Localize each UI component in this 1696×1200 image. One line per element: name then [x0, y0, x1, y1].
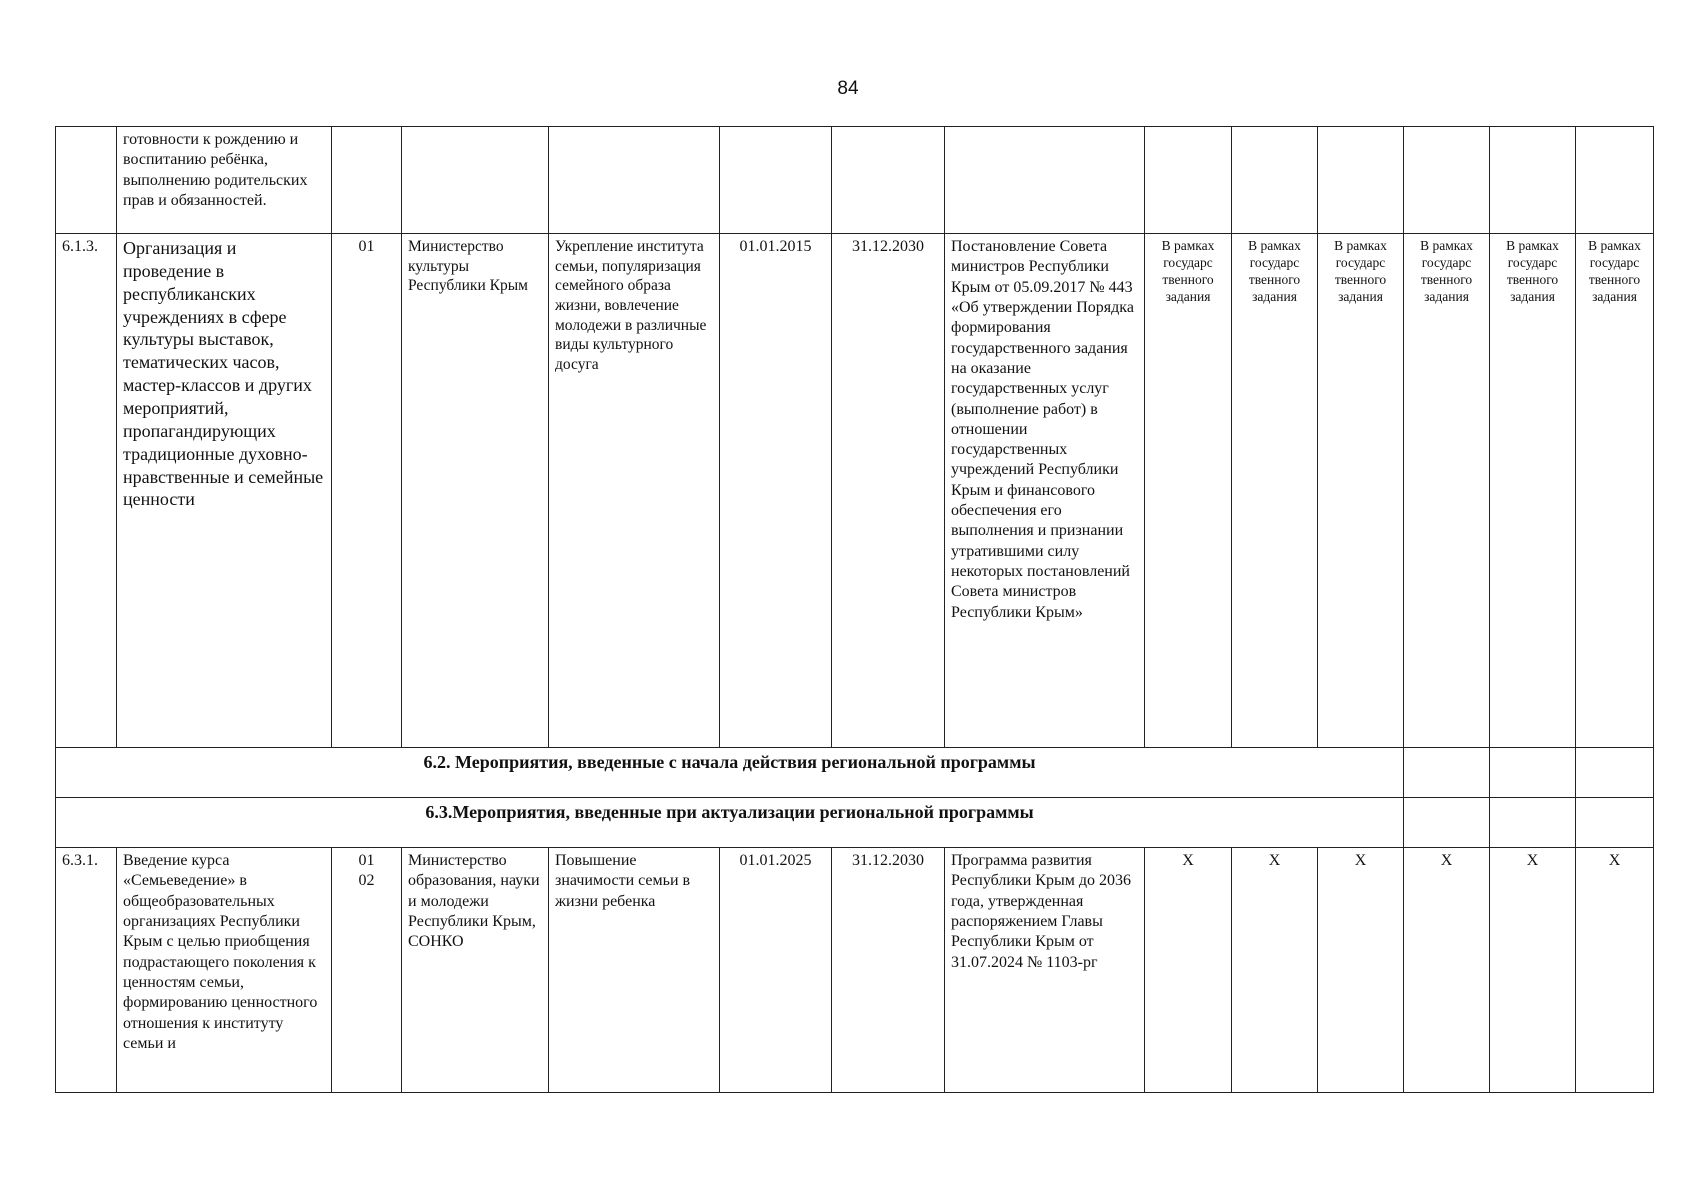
cell-finance: X: [1404, 848, 1490, 1093]
cell-finance: В рамках государс твенного задания: [1404, 234, 1490, 748]
table-row-6-1-3: [56, 234, 1654, 748]
cell-finance: X: [1490, 848, 1576, 1093]
section-title: 6.2. Мероприятия, введенные с начала действия региональной программы: [56, 748, 1404, 798]
table-row-6-3-1: [56, 848, 1654, 1093]
cell-basis: Программа развития Республики Крым до 2036 года, утвержденная распоряжением Главы Республики Крым от 31.07.2024 № 1103-рг: [945, 848, 1145, 1093]
cell-name: Организация и проведение в республиканских учреждениях в сфере культуры выставок, тематических часов, мастер-классов и других мероприятий, пропагандирующих традиционные духовно-нравственные и семейные ценности: [117, 234, 332, 748]
cell-start-date: 01.01.2015: [720, 234, 832, 748]
cell-finance: X: [1232, 848, 1318, 1093]
section-header-6-3: [56, 798, 1654, 848]
cell-code: 01: [332, 234, 402, 748]
cell-finance: В рамках государс твенного задания: [1490, 234, 1576, 748]
cell-finance: В рамках государс твенного задания: [1145, 234, 1232, 748]
cell-finance: В рамках государс твенного задания: [1318, 234, 1404, 748]
cell-num: 6.1.3.: [56, 234, 117, 748]
cell-executor: Министерство культуры Республики Крым: [402, 234, 549, 748]
page-number: 84: [837, 78, 859, 99]
cell-finance: X: [1576, 848, 1654, 1093]
cell-name: готовности к рождению и воспитанию ребёнка, выполнению родительских прав и обязанностей.: [117, 127, 332, 234]
section-header-6-2: [56, 748, 1654, 798]
cell-finance: X: [1318, 848, 1404, 1093]
cell-finance: В рамках государс твенного задания: [1576, 234, 1654, 748]
code-line: 02: [358, 872, 375, 890]
cell-code: [332, 848, 402, 1093]
cell-basis: Постановление Совета министров Республики Крым от 05.09.2017 № 443 «Об утверждении Порядка формирования государственного задания на оказание государственных услуг (выполнение работ) в отношении государственных учреждений Республики Крым и финансового обеспечения его выполнения и признании утратившими силу некоторых постановлений Совета министров Республики Крым»: [945, 234, 1145, 748]
table-row-continuation: [56, 127, 1654, 234]
cell-end-date: 31.12.2030: [832, 848, 945, 1093]
section-title: 6.3.Мероприятия, введенные при актуализации региональной программы: [56, 798, 1404, 848]
cell-num: 6.3.1.: [56, 848, 117, 1093]
cell-name: Введение курса «Семьеведение» в общеобразовательных организациях Республики Крым с целью приобщения подрастающего поколения к ценностям семьи, формированию ценностного отношения к институту семьи и: [117, 848, 332, 1093]
cell-executor: Министерство образования, науки и молодежи Республики Крым, СОНКО: [402, 848, 549, 1093]
cell-finance: X: [1145, 848, 1232, 1093]
cell-start-date: 01.01.2025: [720, 848, 832, 1093]
cell-result: Укрепление института семьи, популяризация семейного образа жизни, вовлечение молодежи в различные виды культурного досуга: [549, 234, 720, 748]
cell-result: Повышение значимости семьи в жизни ребенка: [549, 848, 720, 1093]
cell-num: [56, 127, 117, 234]
cell-finance: В рамках государс твенного задания: [1232, 234, 1318, 748]
code-line: 01: [358, 852, 375, 869]
cell-end-date: 31.12.2030: [832, 234, 945, 748]
measures-table: [55, 126, 1654, 1093]
